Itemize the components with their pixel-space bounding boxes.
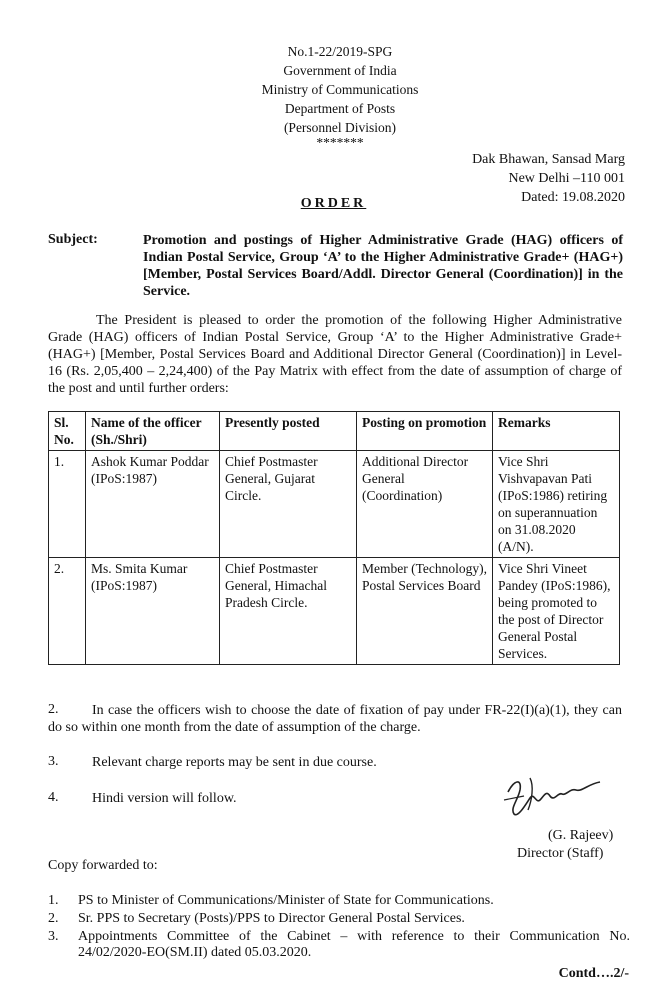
header-sl-no: Sl. No. bbox=[49, 412, 86, 451]
header-remarks: Remarks bbox=[493, 412, 620, 451]
point-2-number: 2. bbox=[48, 702, 59, 717]
cell-remarks: Vice Shri Vineet Pandey (IPoS:1986), being promoted to the post of Director General Postal Services. bbox=[493, 558, 620, 665]
continued-marker: Contd….2/- bbox=[558, 966, 629, 981]
signatory-designation: Director (Staff) bbox=[517, 846, 604, 861]
cell-presently-posted: Chief Postmaster General, Himachal Pradesh Circle. bbox=[220, 558, 357, 665]
signature bbox=[500, 770, 610, 825]
cell-remarks: Vice Shri Vishvapavan Pati (IPoS:1986) retiring on superannuation on 31.08.2020 (A/N). bbox=[493, 451, 620, 558]
copy-item-number: 2. bbox=[48, 911, 59, 926]
copy-item-text: PS to Minister of Communications/Minister of State for Communications. bbox=[78, 893, 494, 908]
ministry-name: Ministry of Communications bbox=[261, 82, 419, 97]
order-title: ORDER bbox=[300, 196, 367, 211]
cell-officer-name: Ashok Kumar Poddar (IPoS:1987) bbox=[86, 451, 220, 558]
cell-presently-posted: Chief Postmaster General, Gujarat Circle. bbox=[220, 451, 357, 558]
point-3-number: 3. bbox=[48, 754, 59, 769]
copy-forwarded-heading: Copy forwarded to: bbox=[48, 858, 158, 873]
cell-officer-name: Ms. Smita Kumar (IPoS:1987) bbox=[86, 558, 220, 665]
signatory-name: (G. Rajeev) bbox=[548, 828, 614, 843]
department-name: Department of Posts bbox=[284, 101, 396, 116]
header-posting-on-promotion: Posting on promotion bbox=[357, 412, 493, 451]
copy-item-number: 3. bbox=[48, 929, 59, 944]
header-presently-posted: Presently posted bbox=[220, 412, 357, 451]
address-line-1: Dak Bhawan, Sansad Marg bbox=[472, 152, 625, 167]
point-2-text: In case the officers wish to choose the date of fixation of pay under FR-22(I)(a)(1), they can do so within one month from the date of assumption of the charge. bbox=[48, 703, 622, 735]
table-row bbox=[49, 558, 620, 665]
table-header-row bbox=[49, 412, 620, 451]
cell-posting-on-promotion: Member (Technology), Postal Services Board bbox=[357, 558, 493, 665]
intro-paragraph: The President is pleased to order the promotion of the following Higher Administrative Grade (HAG) officers of Indian Postal Service, Group ‘A’ to the Higher Administrative Grade+ (HAG+) [Member, Postal Services Board and Additional Director General (Coordination)] in Level-16 (Rs. 2,05,400 – 2,24,400) of the Pay Matrix with effect from the date of assumption of charge of the post and until further orders: bbox=[48, 313, 622, 396]
division-name: (Personnel Division) bbox=[283, 120, 397, 135]
point-3-text: Relevant charge reports may be sent in due course. bbox=[92, 755, 377, 770]
government-name: Government of India bbox=[283, 63, 397, 78]
cell-sl: 1. bbox=[49, 451, 86, 558]
copy-item-text: Appointments Committee of the Cabinet – with reference to their Communication No. 24/02/2020-EO(SM.II) dated 05.03.2020. bbox=[78, 929, 630, 960]
point-4-text: Hindi version will follow. bbox=[92, 791, 237, 806]
reference-number: No.1-22/2019-SPG bbox=[287, 44, 393, 59]
order-date: Dated: 19.08.2020 bbox=[521, 190, 625, 205]
copy-item-text: Sr. PPS to Secretary (Posts)/PPS to Director General Postal Services. bbox=[78, 911, 465, 926]
promotion-table bbox=[48, 411, 620, 665]
copy-item-number: 1. bbox=[48, 893, 59, 908]
address-line-2: New Delhi –110 001 bbox=[508, 171, 625, 186]
cell-posting-on-promotion: Additional Director General (Coordination) bbox=[357, 451, 493, 558]
header-stars: ******* bbox=[316, 135, 364, 150]
header-officer-name: Name of the officer (Sh./Shri) bbox=[86, 412, 220, 451]
point-4-number: 4. bbox=[48, 790, 59, 805]
subject-label: Subject: bbox=[48, 232, 98, 247]
letter-header bbox=[230, 42, 450, 149]
table-row bbox=[49, 451, 620, 558]
cell-sl: 2. bbox=[49, 558, 86, 665]
subject-text: Promotion and postings of Higher Administrative Grade (HAG) officers of Indian Postal Service, Group ‘A’ to the Higher Administrative Grade+ (HAG+) [Member, Postal Services Board/Addl. Director General (Coordination)] in the Service. bbox=[143, 233, 623, 299]
